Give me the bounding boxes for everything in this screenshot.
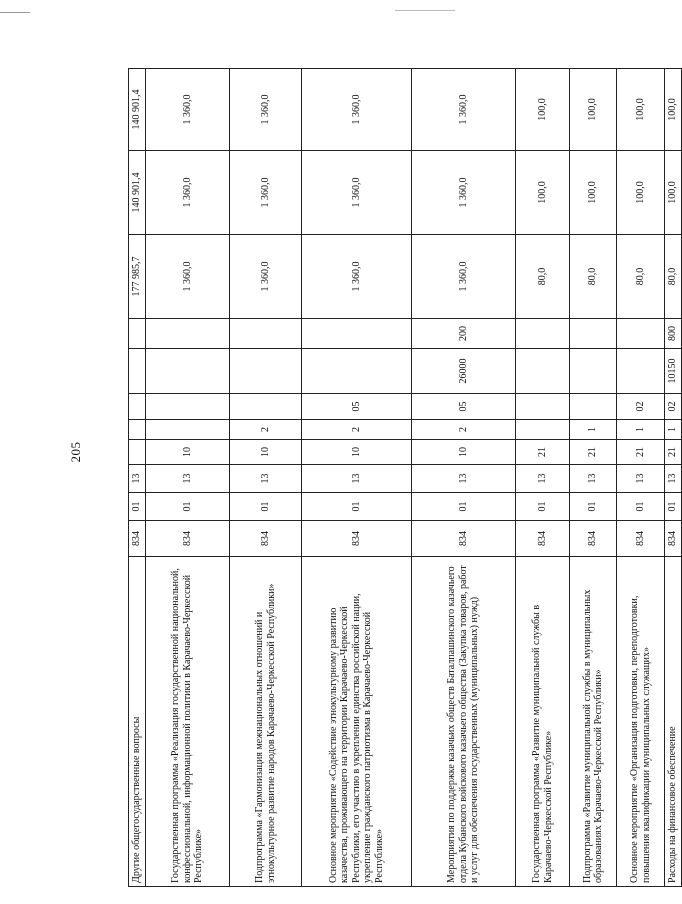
program-code: 10 [146,440,230,465]
direction-code [302,349,412,394]
ministry-code: 834 [302,521,412,557]
amount-year-2: 1 360,0 [230,151,302,235]
row-description: Расходы на финансовое обеспечение [665,557,682,887]
direction-code [146,349,230,394]
program-code: 21 [570,440,617,465]
ministry-code: 834 [665,521,682,557]
ministry-code: 834 [516,521,570,557]
expense-type-code: 800 [665,319,682,349]
row-description: Основное мероприятие «Содействие этнокультурному развитию казачества, проживающего на территории Карачаево-Черкесской Республики, его участию в укреплении единства российской нации, укрепление гражданского патриотизма в Карачаево-Черкесской Республике» [302,557,412,887]
expense-type-code [570,319,617,349]
amount-year-1: 1 360,0 [302,235,412,319]
rotated-page-content [128,47,679,887]
amount-year-1: 80,0 [665,235,682,319]
table-row [412,69,516,887]
amount-year-2: 100,0 [516,151,570,235]
subprogram-code: 2 [302,420,412,440]
amount-year-1: 177 985,7 [129,235,146,319]
section-code: 01 [146,493,230,521]
section-code: 01 [516,493,570,521]
scan-edge-mark-left [0,12,30,13]
section-code: 01 [302,493,412,521]
subprogram-code [129,420,146,440]
amount-year-1: 80,0 [516,235,570,319]
expense-type-code [129,319,146,349]
scan-edge-mark-right [395,10,455,11]
table-row [302,69,412,887]
expense-type-code [230,319,302,349]
amount-year-1: 1 360,0 [146,235,230,319]
direction-code [570,349,617,394]
row-description: Другие общегосударственные вопросы [129,557,146,887]
ministry-code: 834 [146,521,230,557]
amount-year-3: 1 360,0 [302,69,412,151]
direction-code [617,349,665,394]
program-code [129,440,146,465]
program-code: 21 [665,440,682,465]
activity-code: 05 [302,394,412,420]
subsection-code: 13 [146,465,230,493]
table-row [129,69,146,887]
expense-type-code [146,319,230,349]
page-number: 205 [68,441,83,463]
subprogram-code [516,420,570,440]
section-code: 01 [230,493,302,521]
amount-year-1: 80,0 [570,235,617,319]
program-code: 21 [617,440,665,465]
ministry-code: 834 [412,521,516,557]
amount-year-2: 1 360,0 [412,151,516,235]
amount-year-3: 1 360,0 [230,69,302,151]
amount-year-2: 100,0 [570,151,617,235]
subsection-code: 13 [302,465,412,493]
direction-code [230,349,302,394]
amount-year-2: 100,0 [665,151,682,235]
amount-year-1: 1 360,0 [230,235,302,319]
subprogram-code: 1 [665,420,682,440]
section-code: 01 [617,493,665,521]
expense-type-code [617,319,665,349]
section-code: 01 [129,493,146,521]
ministry-code: 834 [129,521,146,557]
ministry-code: 834 [230,521,302,557]
section-code: 01 [665,493,682,521]
subprogram-code: 1 [617,420,665,440]
program-code: 10 [230,440,302,465]
section-code: 01 [412,493,516,521]
row-description: Мероприятия по поддержке казачьих обществ Баталпашинского казачьего отдела Кубанского войскового казачьего общества (Закупка товаров, работ и услуг для обеспечения государственных (муниципальных) нужд) [412,557,516,887]
section-code: 01 [570,493,617,521]
subsection-code: 13 [570,465,617,493]
row-description: Государственная программа «Развитие муниципальной службы в Карачаево-Черкесской Республике» [516,557,570,887]
table-row [230,69,302,887]
direction-code [516,349,570,394]
amount-year-3: 1 360,0 [412,69,516,151]
program-code: 21 [516,440,570,465]
table-row [516,69,570,887]
subprogram-code: 2 [412,420,516,440]
amount-year-1: 80,0 [617,235,665,319]
table-row [570,69,617,887]
direction-code: 26000 [412,349,516,394]
activity-code [230,394,302,420]
amount-year-2: 100,0 [617,151,665,235]
table-row [617,69,665,887]
expense-type-code [302,319,412,349]
amount-year-3: 140 901,4 [129,69,146,151]
amount-year-2: 140 901,4 [129,151,146,235]
subsection-code: 13 [129,465,146,493]
subsection-code: 13 [412,465,516,493]
activity-code: 05 [412,394,516,420]
activity-code: 02 [665,394,682,420]
amount-year-3: 100,0 [617,69,665,151]
activity-code [570,394,617,420]
table-row [146,69,230,887]
activity-code [516,394,570,420]
row-description: Подпрограмма «Гармонизация межнациональных отношений и этнокультурное развитие народов Карачаево-Черкесской Республики» [230,557,302,887]
activity-code: 02 [617,394,665,420]
amount-year-3: 100,0 [570,69,617,151]
amount-year-3: 1 360,0 [146,69,230,151]
activity-code [129,394,146,420]
subsection-code: 13 [230,465,302,493]
direction-code [129,349,146,394]
subsection-code: 13 [617,465,665,493]
row-description: Государственная программа «Реализация государственной национальной, конфессиональной, информационной политики в Карачаево-Черкесской Республике» [146,557,230,887]
expense-type-code: 200 [412,319,516,349]
subprogram-code: 2 [230,420,302,440]
subprogram-code [146,420,230,440]
amount-year-2: 1 360,0 [302,151,412,235]
ministry-code: 834 [570,521,617,557]
direction-code: 10150 [665,349,682,394]
amount-year-3: 100,0 [516,69,570,151]
amount-year-1: 1 360,0 [412,235,516,319]
amount-year-2: 1 360,0 [146,151,230,235]
row-description: Основное мероприятие «Организация подготовки, переподготовки, повышения квалификации муниципальных служащих» [617,557,665,887]
program-code: 10 [302,440,412,465]
expense-type-code [516,319,570,349]
program-code: 10 [412,440,516,465]
row-description: Подпрограмма «Развитие муниципальной службы в муниципальных образованиях Карачаево-Черкесской Республики» [570,557,617,887]
subsection-code: 13 [665,465,682,493]
table-row [665,69,682,887]
budget-expenditure-table [128,68,682,887]
subsection-code: 13 [516,465,570,493]
amount-year-3: 100,0 [665,69,682,151]
activity-code [146,394,230,420]
subprogram-code: 1 [570,420,617,440]
ministry-code: 834 [617,521,665,557]
